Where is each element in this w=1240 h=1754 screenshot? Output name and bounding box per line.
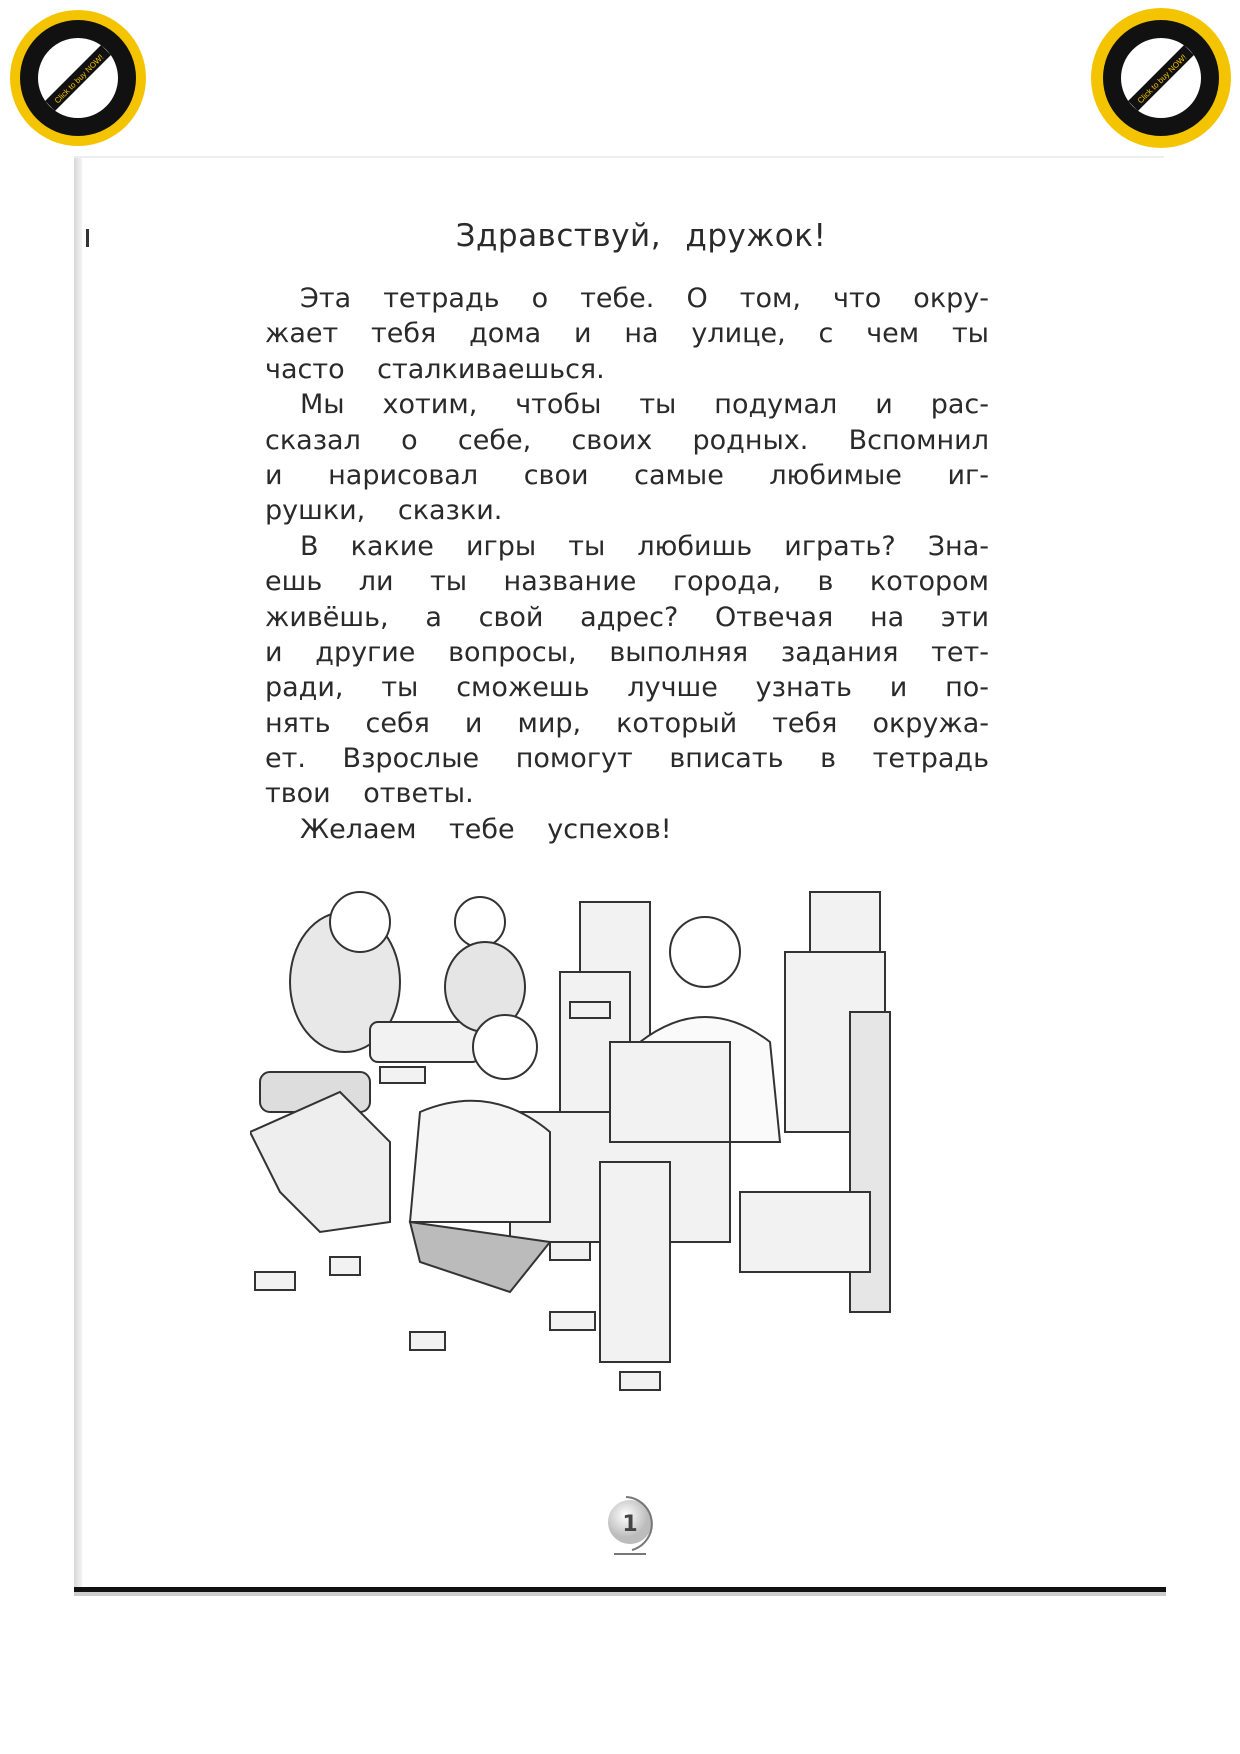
svg-text:Click to buy NOW!: Click to buy NOW! xyxy=(52,52,106,106)
text-line: Желаем тебе успехов! xyxy=(300,813,672,845)
text-line: и нарисовал свои самые любимые иг- xyxy=(265,459,989,491)
pdf-xchange-watermark-badge[interactable] xyxy=(1085,2,1237,154)
text-line: твои ответы. xyxy=(265,778,474,810)
globe-page-number-icon xyxy=(604,1492,664,1562)
text-line: В какие игры ты любишь играть? Зна- xyxy=(300,530,989,562)
page-edge-left xyxy=(74,158,82,1593)
text-line: нять себя и мир, который тебя окружа- xyxy=(265,707,989,739)
intro-text xyxy=(265,281,989,847)
page-number: 1 xyxy=(622,1512,638,1537)
children-playing-illustration xyxy=(250,862,1000,1457)
text-line: и другие вопросы, выполняя задания тет- xyxy=(265,636,989,668)
text-line: рушки, сказки. xyxy=(265,495,503,527)
page-edge-top xyxy=(74,156,1164,158)
page-title: Здравствуй, дружок! xyxy=(455,218,827,254)
text-line: жает тебя дома и на улице, с чем ты xyxy=(265,318,989,350)
text-line: ради, ты сможешь лучше узнать и по- xyxy=(265,672,989,704)
text-line: ешь ли ты название города, в котором xyxy=(265,566,989,598)
page-edge-bottom-shadow xyxy=(74,1592,1166,1596)
text-line: часто сталкиваешься. xyxy=(265,353,605,385)
text-line: Эта тетрадь о тебе. О том, что окру- xyxy=(300,283,989,314)
svg-text:Click to buy NOW!: Click to buy NOW! xyxy=(1135,52,1189,106)
text-line: ет. Взрослые помогут вписать в тетрадь xyxy=(265,743,989,775)
pdf-xchange-watermark-badge[interactable] xyxy=(2,2,154,154)
text-line: Мы хотим, чтобы ты подумал и рас- xyxy=(300,389,989,421)
text-line: сказал о себе, своих родных. Вспомнил xyxy=(265,424,989,456)
text-line: живёшь, а свой адрес? Отвечая на эти xyxy=(265,601,989,633)
